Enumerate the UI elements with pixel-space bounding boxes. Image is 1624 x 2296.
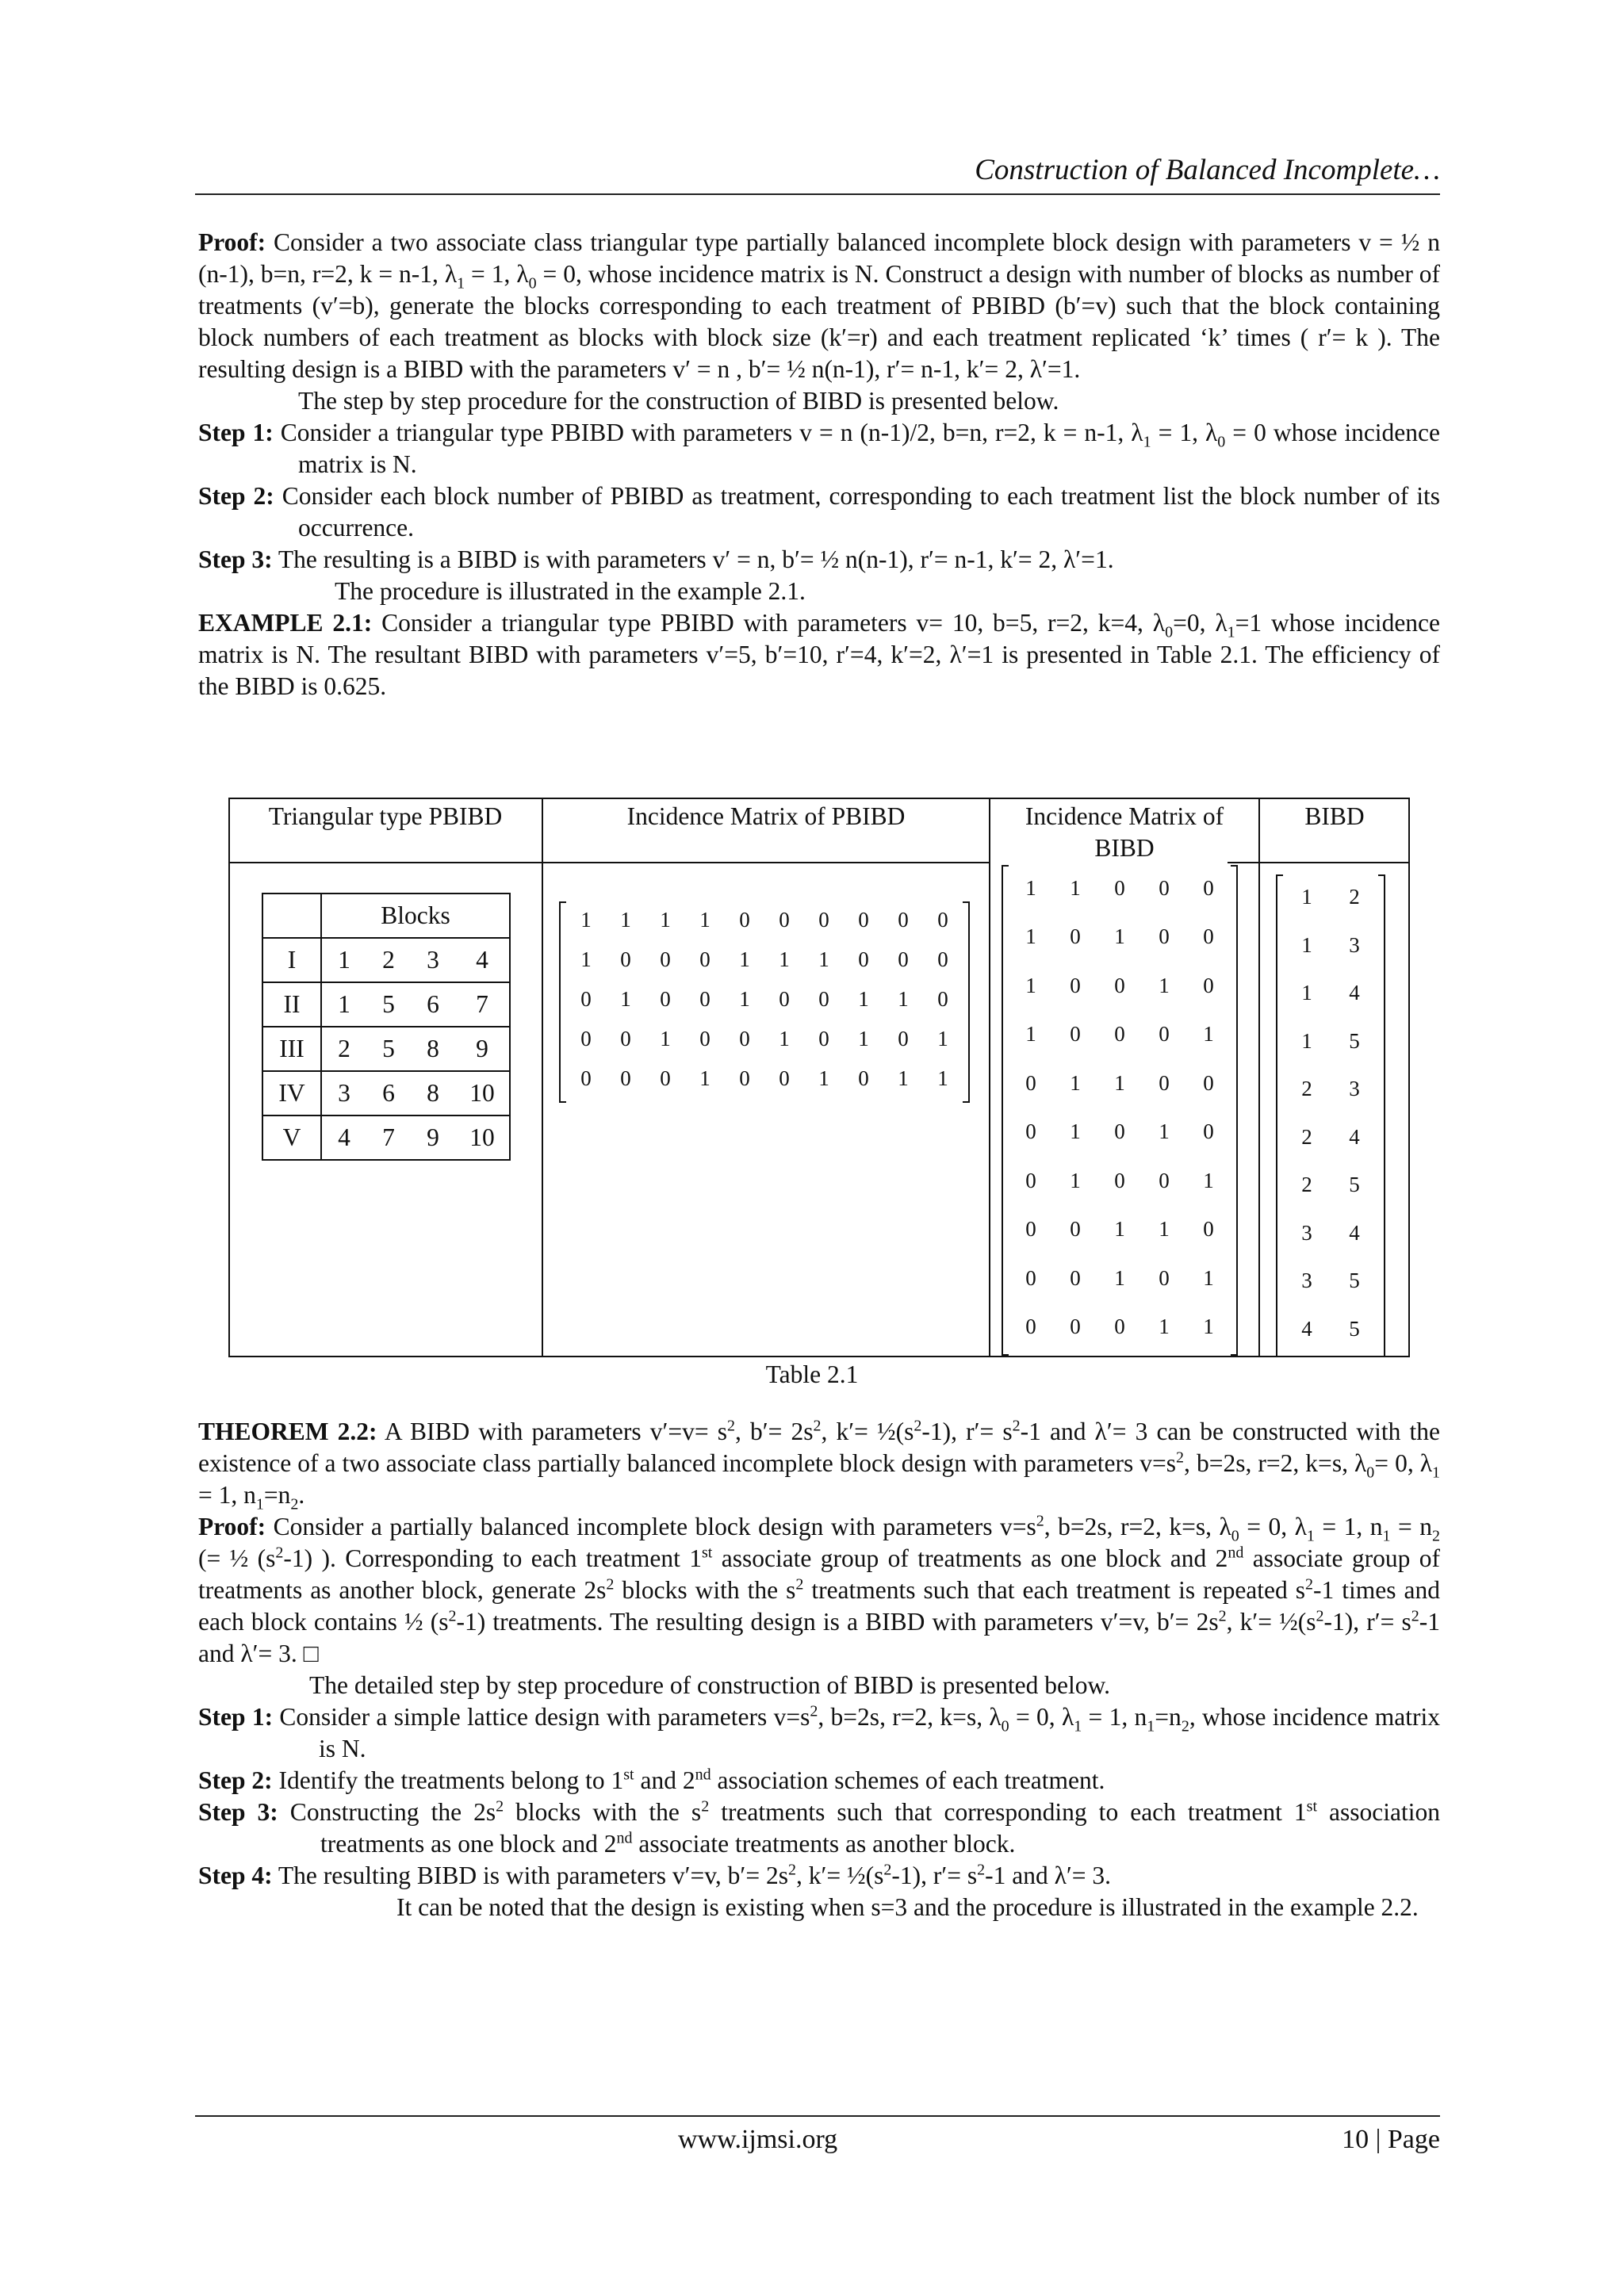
matrix-cell: 0 [1203, 973, 1214, 997]
block-label: IV [262, 1071, 321, 1115]
matrix-cell: 1 [1203, 1168, 1214, 1192]
block-cell: 2 [321, 1027, 366, 1071]
matrix-cell: 0 [1070, 1217, 1081, 1242]
matrix-cell: 1 [858, 1027, 869, 1050]
matrix-cell: 1 [898, 987, 909, 1011]
matrix-cell: 1 [1070, 1168, 1081, 1192]
matrix-cell: 2 [1301, 1173, 1312, 1197]
matrix-cell: 0 [1114, 875, 1125, 900]
matrix-cell: 1 [937, 1027, 948, 1050]
block-cell: 10 [455, 1071, 510, 1115]
matrix-cell: 1 [1203, 1022, 1214, 1047]
matrix-cell: 1 [699, 1066, 710, 1090]
matrix-cell: 1 [1114, 1070, 1125, 1095]
matrix-cell: 1 [1301, 1028, 1312, 1053]
header-pbibd-matrix: Incidence Matrix of PBIBD [626, 802, 906, 830]
block-cell: 1 [321, 982, 366, 1027]
block-label: V [262, 1115, 321, 1160]
step-1: Step 1: Consider a triangular type PBIBD with parameters v = n (n-1)/2, b=n, r=2, k = n-1, $\lambda_1 = 1$, $\lambda_0 = 0$ whose incidence matrix is N. [198, 419, 1441, 478]
matrix-cell: 1 [739, 987, 750, 1011]
matrix-cell: 0 [1070, 1314, 1081, 1339]
matrix-cell: 4 [1349, 1124, 1360, 1149]
matrix-cell: 1 [818, 1066, 829, 1090]
step-3: Step 3: The resulting is a BIBD is with parameters v′ = n, b′= ½ n(n-1), r′= n-1, k′= 2, λ′=1. [198, 545, 1114, 573]
footer-url[interactable]: www.ijmsi.org [678, 2125, 838, 2154]
matrix-cell: 0 [739, 1027, 750, 1050]
table-row [262, 938, 510, 982]
block-cell: 8 [411, 1071, 455, 1115]
block-cell: 5 [366, 1027, 411, 1071]
matrix-cell: 4 [1349, 1220, 1360, 1245]
matrix-cell: 1 [1070, 1119, 1081, 1144]
matrix-cell: 0 [818, 908, 829, 932]
header-rule [195, 193, 1440, 195]
matrix-cell: 0 [818, 987, 829, 1011]
matrix-cell: 1 [1159, 1217, 1170, 1242]
matrix-cell: 0 [858, 947, 869, 971]
matrix-cell: 0 [1114, 1168, 1125, 1192]
matrix-cell: 2 [1349, 885, 1360, 909]
matrix-cell: 5 [1349, 1028, 1360, 1053]
matrix-cell: 0 [620, 1027, 631, 1050]
matrix-cell: 1 [818, 947, 829, 971]
table-caption: Table 2.1 [765, 1360, 859, 1388]
bibd-blocks-matrix [1274, 874, 1388, 1358]
footer-rule [195, 2115, 1440, 2117]
lattice-step-1: Step 1: Consider a simple lattice design with parameters $v=s^2$, b=2s, r=2, k=s, $\lambda_0 = 0$, $\lambda_1 = 1$, $n_1=n_2$, whose incidence matrix is N. [198, 1702, 1440, 1762]
block-cell: 10 [455, 1115, 510, 1160]
matrix-cell: 0 [1203, 875, 1214, 900]
matrix-cell: 1 [1301, 885, 1312, 909]
matrix-cell: 5 [1349, 1173, 1360, 1197]
matrix-cell: 1 [660, 908, 671, 932]
block-cell: 9 [455, 1027, 510, 1071]
matrix-cell: 1 [858, 987, 869, 1011]
matrix-cell: 0 [898, 908, 909, 932]
matrix-cell: 0 [779, 908, 790, 932]
matrix-cell: 0 [620, 1066, 631, 1090]
matrix-cell: 0 [898, 1027, 909, 1050]
matrix-cell: 1 [779, 1027, 790, 1050]
step-2: Step 2: Consider each block number of PBIBD as treatment, corresponding to each treatment list the block number of its occurrence. [198, 482, 1440, 541]
matrix-cell: 1 [1203, 1265, 1214, 1290]
matrix-cell: 0 [1159, 1168, 1170, 1192]
matrix-cell: 0 [937, 987, 948, 1011]
header-bibd-matrix-line2: BIBD [1094, 834, 1155, 862]
matrix-cell: 0 [1159, 1265, 1170, 1290]
lattice-step-3: Step 3: Constructing the $2s^2$ blocks with the $s^2$ treatments such that corresponding to each treatment 1st association treatments as one block and 2nd associate treatments as another block. [198, 1797, 1440, 1858]
matrix-cell: 0 [580, 1027, 592, 1050]
matrix-cell: 0 [1159, 924, 1170, 949]
closing-paragraph: It can be noted that the design is existing when s=3 and the procedure is illustrated in the example 2.2. [396, 1893, 1419, 1921]
footer-page-number: 10 | Page [1342, 2125, 1440, 2154]
matrix-cell: 0 [580, 1066, 592, 1090]
matrix-cell: 1 [1114, 924, 1125, 949]
matrix-cell: 0 [1203, 1119, 1214, 1144]
table-row [262, 1115, 510, 1160]
pbibd-incidence-matrix [557, 901, 972, 1104]
running-title: Construction of Balanced Incomplete… [975, 154, 1440, 186]
matrix-cell: 1 [1070, 875, 1081, 900]
matrix-cell: 2 [1301, 1077, 1312, 1101]
matrix-cell: 0 [1159, 1022, 1170, 1047]
matrix-cell: 1 [1301, 932, 1312, 957]
matrix-cell: 0 [1070, 924, 1081, 949]
matrix-cell: 0 [1203, 1217, 1214, 1242]
header-bibd-matrix-line1: Incidence Matrix of [1025, 802, 1224, 830]
matrix-cell: 0 [779, 987, 790, 1011]
table-row [262, 1027, 510, 1071]
matrix-cell: 0 [620, 947, 631, 971]
matrix-cell: 0 [699, 1027, 710, 1050]
matrix-cell: 0 [937, 908, 948, 932]
matrix-cell: 3 [1301, 1220, 1312, 1245]
matrix-cell: 0 [660, 987, 671, 1011]
block-cell: 3 [321, 1071, 366, 1115]
matrix-cell: 1 [898, 1066, 909, 1090]
matrix-cell: 1 [1025, 924, 1036, 949]
matrix-cell: 0 [660, 1066, 671, 1090]
matrix-cell: 0 [1114, 1119, 1125, 1144]
matrix-cell: 0 [818, 1027, 829, 1050]
block-cell: 7 [366, 1115, 411, 1160]
table-row [262, 1071, 510, 1115]
block-cell: 3 [411, 938, 455, 982]
matrix-cell: 1 [1025, 973, 1036, 997]
blocks-table [262, 893, 511, 1161]
matrix-cell: 0 [1159, 875, 1170, 900]
matrix-cell: 1 [1159, 1314, 1170, 1339]
block-label: III [262, 1027, 321, 1071]
matrix-cell: 0 [1159, 1070, 1170, 1095]
matrix-cell: 1 [1114, 1265, 1125, 1290]
matrix-cell: 1 [620, 908, 631, 932]
blocks-header: Blocks [321, 894, 510, 938]
matrix-cell: 4 [1301, 1316, 1312, 1341]
proof-paragraph-1: Proof: Consider a two associate class triangular type partially balanced incomplete block design with parameters v = ½ n (n-1), b=n, r=2, k = n-1, $\lambda_1 = 1$, $\lambda_0 = 0$, whose incidence matrix is N. Construct a design with number of blocks as number of treatments (v′=b), generate the blocks corresponding to each treatment of PBIBD (b′=v) such that the block containing block numbers of each treatment as blocks with block size (k′=r) and each treatment replicated ‘k’ times ( r′= k ). The resulting design is a BIBD with the parameters v′ = n , b′= ½ n(n-1), r′= n-1, k′= 2, λ′=1. [198, 228, 1440, 383]
matrix-cell: 0 [1025, 1265, 1036, 1290]
matrix-cell: 0 [699, 987, 710, 1011]
block-cell: 5 [366, 982, 411, 1027]
matrix-cell: 1 [1203, 1314, 1214, 1339]
matrix-cell: 0 [1070, 1265, 1081, 1290]
header-bibd: BIBD [1304, 802, 1365, 830]
proof-paragraph-2: Proof: Consider a partially balanced incomplete block design with parameters $v=s^2$, b=2s, r=2, k=s, $\lambda_0 = 0$, $\lambda_1 = 1$, $n_1 = n_2$ (= ½ $(s^2-1)$ ). Corresponding to each treatment 1st associate group of treatments as one block and 2nd associate group of treatments as another block, generate $2s^2$ blocks with the $s^2$ treatments such that each treatment is repeated $s^2-1$ times and each block contains ½ $(s^2-1)$ treatments. The resulting design is a BIBD with parameters v′=v, $b'= 2s^2$, $k'= \frac{1}{2}(s^2-1)$, $r'= s^2-1$ and λ′= 3. □ [198, 1512, 1441, 1667]
block-cell: 6 [411, 982, 455, 1027]
block-cell: 1 [321, 938, 366, 982]
matrix-cell: 1 [580, 908, 592, 932]
matrix-cell: 0 [898, 947, 909, 971]
body-text-2 [198, 1416, 1440, 1923]
header-triangular: Triangular type PBIBD [268, 802, 503, 830]
matrix-cell: 0 [1025, 1119, 1036, 1144]
matrix-cell: 1 [1159, 1119, 1170, 1144]
matrix-cell: 0 [1203, 1070, 1214, 1095]
block-label: I [262, 938, 321, 982]
matrix-cell: 0 [580, 987, 592, 1011]
matrix-cell: 1 [1301, 981, 1312, 1005]
block-label: II [262, 982, 321, 1027]
example-2-1: EXAMPLE 2.1: Consider a triangular type PBIBD with parameters v= 10, b=5, r=2, k=4, $\lambda_0=0$, $\lambda_1=1$ whose incidence matrix is N. The resultant BIBD with parameters v′=5, b′=10, r′=4, k′=2, λ′=1 is presented in Table 2.1. The efficiency of the BIBD is 0.625. [198, 609, 1441, 700]
matrix-cell: 5 [1349, 1316, 1360, 1341]
matrix-cell: 0 [1070, 1022, 1081, 1047]
table-2-1 [228, 798, 1410, 1359]
matrix-cell: 0 [660, 947, 671, 971]
matrix-cell: 1 [1070, 1070, 1081, 1095]
matrix-cell: 0 [1114, 1022, 1125, 1047]
block-cell: 4 [455, 938, 510, 982]
matrix-cell: 0 [1025, 1314, 1036, 1339]
matrix-cell: 0 [739, 1066, 750, 1090]
matrix-cell: 2 [1301, 1124, 1312, 1149]
illustration-note-1: The procedure is illustrated in the example 2.1. [335, 577, 806, 605]
matrix-cell: 0 [1203, 924, 1214, 949]
matrix-cell: 1 [739, 947, 750, 971]
intro-paragraph-2: The detailed step by step procedure of construction of BIBD is presented below. [309, 1671, 1111, 1699]
matrix-cell: 0 [937, 947, 948, 971]
matrix-cell: 1 [1114, 1217, 1125, 1242]
block-cell: 8 [411, 1027, 455, 1071]
lattice-step-2: Step 2: Identify the treatments belong to 1st and 2nd association schemes of each treatment. [198, 1766, 1105, 1794]
matrix-cell: 0 [739, 908, 750, 932]
intro-paragraph-1: The step by step procedure for the construction of BIBD is presented below. [298, 387, 1059, 415]
matrix-cell: 0 [1114, 1314, 1125, 1339]
matrix-cell: 1 [779, 947, 790, 971]
matrix-cell: 1 [620, 987, 631, 1011]
matrix-cell: 0 [1025, 1217, 1036, 1242]
matrix-cell: 0 [858, 908, 869, 932]
block-cell: 4 [321, 1115, 366, 1160]
matrix-cell: 1 [1025, 1022, 1036, 1047]
matrix-cell: 1 [580, 947, 592, 971]
matrix-cell: 3 [1301, 1269, 1312, 1293]
matrix-cell: 1 [1159, 973, 1170, 997]
block-cell: 9 [411, 1115, 455, 1160]
block-cell: 2 [366, 938, 411, 982]
matrix-cell: 0 [1025, 1070, 1036, 1095]
matrix-cell: 5 [1349, 1269, 1360, 1293]
table-row [262, 982, 510, 1027]
matrix-cell: 3 [1349, 1077, 1360, 1101]
matrix-cell: 0 [1114, 973, 1125, 997]
matrix-cell: 1 [699, 908, 710, 932]
body-text [198, 227, 1440, 702]
theorem-2-2: THEOREM 2.2: A BIBD with parameters $v'=v= s^2$, $b'= 2s^2$, $k'= \frac{1}{2}(s^2-1)$, $r'= s^2-1$ and λ′= 3 can be constructed with the existence of a two associate class partially balanced incomplete block design with parameters $v=s^2$, b=2s, r=2, k=s, $\lambda_0= 0$, $\lambda_1 = 1$, $n_1=n_2$. [198, 1417, 1440, 1513]
matrix-cell: 0 [1025, 1168, 1036, 1192]
bibd-incidence-matrix [999, 864, 1240, 1357]
block-cell: 6 [366, 1071, 411, 1115]
lattice-step-4: Step 4: The resulting BIBD is with parameters v′=v, $b'= 2s^2$, $k'= \frac{1}{2}(s^2-1)$, $r'= s^2-1$ and λ′= 3. [198, 1861, 1112, 1889]
matrix-cell: 0 [1070, 973, 1081, 997]
blocks-corner-cell [262, 894, 321, 938]
matrix-cell: 0 [699, 947, 710, 971]
matrix-cell: 4 [1349, 981, 1360, 1005]
matrix-cell: 1 [660, 1027, 671, 1050]
matrix-cell: 1 [937, 1066, 948, 1090]
matrix-cell: 3 [1349, 932, 1360, 957]
matrix-cell: 1 [1025, 875, 1036, 900]
matrix-cell: 0 [858, 1066, 869, 1090]
matrix-cell: 0 [779, 1066, 790, 1090]
block-cell: 7 [455, 982, 510, 1027]
